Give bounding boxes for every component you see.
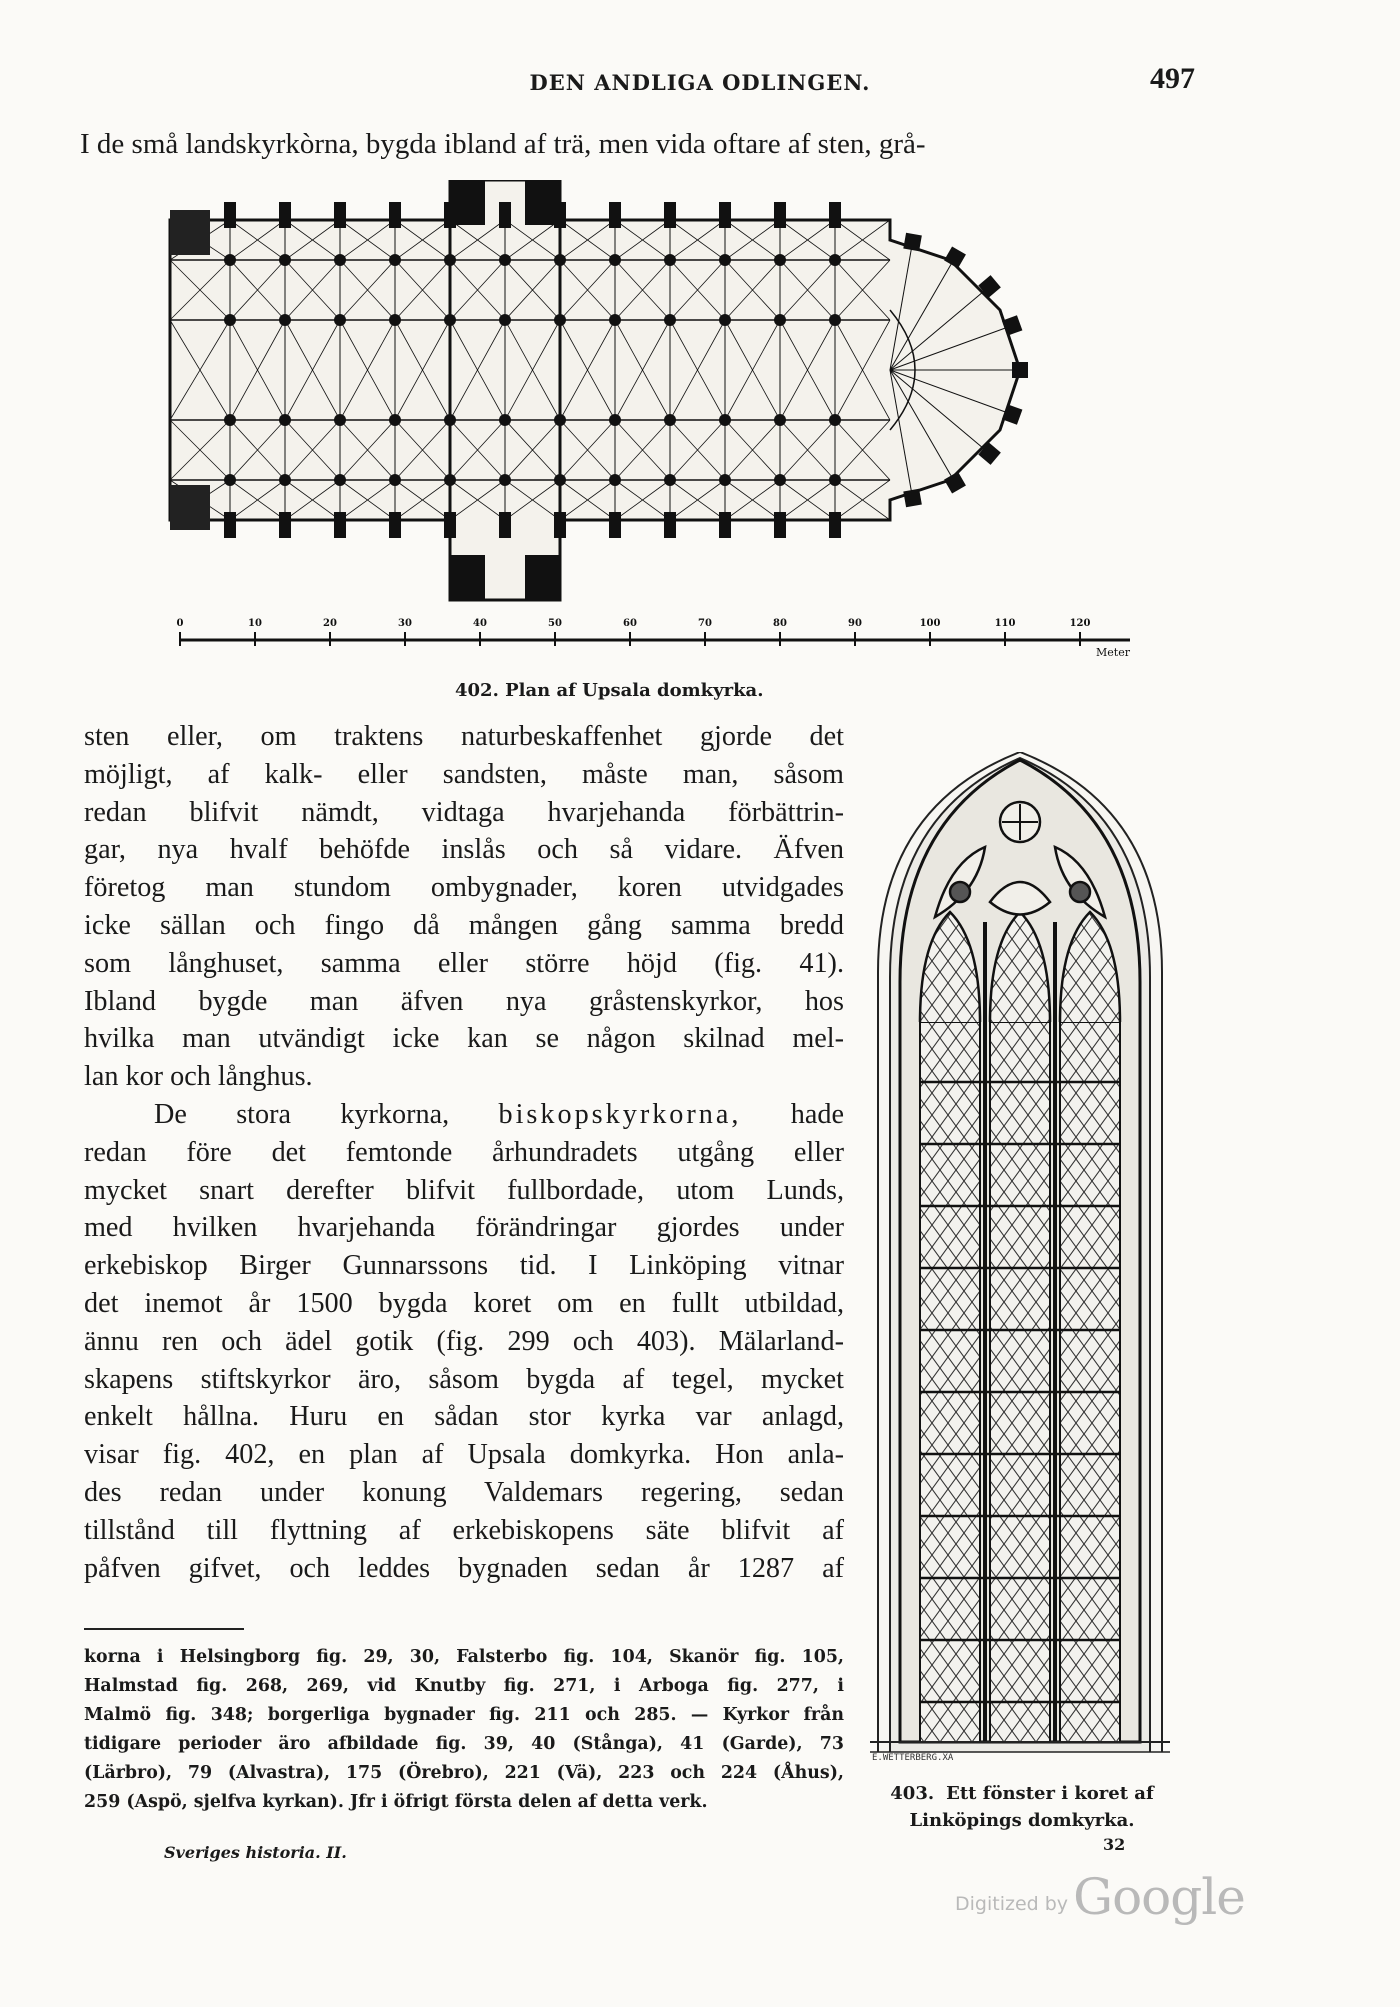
figure-403-number: 403. [890,1783,935,1804]
plan-buttress [334,512,346,538]
plan-pier [279,474,291,486]
plan-pier [719,314,731,326]
cathedral-floor-plan [150,180,1140,670]
top-text-line: I de små landskyrkòrna, bygda ibland af trä, men vida oftare af sten, grå- [80,128,926,160]
text-line: des redan under konung Valdemars regering, sedan [84,1476,844,1508]
plan-pier [829,254,841,266]
text-line: mycket snart derefter blifvit fullbordade, utom Lunds, [84,1174,844,1206]
plan-pier [609,314,621,326]
plan-buttress [499,202,511,228]
scale-tick-label: 30 [398,618,412,629]
plan-buttress [774,202,786,228]
text-line: det inemot år 1500 bygda koret om en fullt utbildad, [84,1287,844,1319]
watermark-brand: Google [1073,1868,1245,1926]
plan-pier [609,414,621,426]
scale-tick-label: 20 [323,618,337,629]
plan-buttress [224,202,236,228]
plan-pier [279,414,291,426]
figure-403-caption [862,1780,1182,1834]
text-line: skapens stiftskyrkor äro, såsom bygda af tegel, mycket [84,1363,844,1395]
plan-pier [389,474,401,486]
footnote-line: Halmstad fig. 268, 269, vid Knutby fig. 271, i Arboga fig. 277, i [84,1676,844,1696]
scale-tick-label: 80 [773,618,787,629]
plan-transept-pier [450,555,485,600]
text-line: icke sällan och fingo då mången gång samma bredd [84,909,844,941]
text-line: sten eller, om traktens naturbeskaffenhet gjorde det [84,721,844,752]
text-line: gar, nya hvalf behöfde inslås och så vidare. Äfven [84,834,844,866]
plan-pier [444,314,456,326]
plan-pier [664,474,676,486]
footnote-line: 259 (Aspö, sjelfva kyrkan). Jfr i öfrigt första delen af detta verk. [84,1792,708,1812]
scale-tick-label: 60 [623,618,637,629]
plan-buttress [389,512,401,538]
text-line: ännu ren och ädel gotik (fig. 299 och 403). Mälarland- [84,1325,844,1357]
body-text [84,718,844,1587]
plan-pier [334,474,346,486]
plan-buttress [554,512,566,538]
scale-unit-label: Meter [1096,646,1130,659]
plan-buttress [664,202,676,228]
text-line: lan kor och långhus. [84,1061,313,1093]
page-number: 497 [1150,62,1195,95]
text-line: företog man stundom ombygnader, koren utvidgades [84,872,844,904]
figure-403-caption-line1: Ett fönster i koret af [946,1783,1154,1804]
text-line: tillstånd till flyttning af erkebiskopens säte blifvit af [84,1514,844,1546]
plan-buttress [279,512,291,538]
plan-transept-pier [525,180,560,225]
plan-pier [444,254,456,266]
plan-buttress [499,512,511,538]
scale-tick-label: 10 [248,618,262,629]
text-line: med hvilken hvarjehanda förändringar gjordes under [84,1212,844,1244]
plan-pier [499,314,511,326]
spaced-emphasis-word: biskopskyrkorna, [498,1098,742,1130]
scale-tick-label: 110 [994,618,1016,629]
plan-pier [444,414,456,426]
plan-buttress [829,512,841,538]
plan-pier [774,254,786,266]
scale-bar [177,618,1131,659]
plan-pier [334,414,346,426]
plan-buttress [829,202,841,228]
plan-buttress [719,202,731,228]
scale-tick-label: 120 [1069,618,1091,629]
plan-pier [444,474,456,486]
paragraph-first-line [84,1096,844,1134]
scale-tick-label: 100 [919,618,941,629]
plan-pier [334,314,346,326]
plan-pier [554,474,566,486]
plan-pier [279,314,291,326]
plan-buttress [609,202,621,228]
plan-pier [499,414,511,426]
plan-pier [829,314,841,326]
footnote-line: (Lärbro), 79 (Alvastra), 175 (Örebro), 221 (Vä), 223 och 224 (Åhus), [84,1763,844,1783]
printer-signature: Sveriges historia. II. [164,1843,347,1862]
footnote-rule [84,1628,244,1630]
plan-pier [554,314,566,326]
plan-buttress [719,512,731,538]
plan-pier [664,314,676,326]
text-fragment: hade [790,1098,844,1130]
window-glazing [920,1022,1120,1742]
footnote-line: tidigare perioder äro afbildade fig. 39, 40 (Stånga), 41 (Garde), 73 [84,1734,844,1754]
text-line: redan före det femtonde århundradets utgång eller [84,1136,844,1168]
plan-buttress [389,202,401,228]
running-header: DEN ANDLIGA ODLINGEN. [529,70,871,95]
plan-pier [554,414,566,426]
plan-pier [774,314,786,326]
gothic-window-illustration [860,752,1180,1762]
plan-pier [279,254,291,266]
text-line: visar fig. 402, en plan af Upsala domkyrka. Hon anla- [84,1439,844,1471]
scale-tick-label: 70 [698,618,712,629]
plan-pier [389,254,401,266]
plan-transept-pier [525,555,560,600]
plan-pier [609,254,621,266]
plan-pier [774,414,786,426]
plan-buttress [444,512,456,538]
scale-tick-label: 90 [848,618,862,629]
watermark-prefix: Digitized by [955,1893,1069,1915]
text-fragment: De stora kyrkorna, [154,1098,450,1130]
text-line: som långhuset, samma eller större höjd (fig. 41). [84,947,844,979]
plan-apse-buttress [1012,362,1028,378]
plan-buttress [334,202,346,228]
plan-pier [224,314,236,326]
text-line: enkelt hållna. Huru en sådan stor kyrka var anlagd, [84,1401,844,1433]
text-line: Ibland bygde man äfven nya gråstenskyrkor, hos [84,985,844,1017]
plan-pier [719,474,731,486]
text-line: påfven gifvet, och leddes bygnaden sedan år 1287 af [84,1552,844,1584]
plan-pier [389,414,401,426]
sheet-number: 32 [1103,1835,1126,1854]
engraver-signature: E.WETTERBERG.XA [872,1753,954,1762]
plan-buttress [774,512,786,538]
plan-apse-buttress [903,489,922,508]
plan-west-tower [170,210,210,255]
text-line: hvilka man utvändigt icke kan se någon skilnad mel- [84,1023,844,1055]
footnote-line: korna i Helsingborg fig. 29, 30, Falsterbo fig. 104, Skanör fig. 105, [84,1647,844,1667]
plan-apse-buttress [903,233,922,252]
plan-transept-pier [450,180,485,225]
plan-buttress [609,512,621,538]
plan-pier [499,254,511,266]
plan-pier [774,474,786,486]
digitized-watermark [955,1868,1245,1926]
scale-tick-label: 50 [548,618,562,629]
scale-tick-label: 40 [473,618,487,629]
plan-drawing [170,180,1028,600]
footnote [84,1643,844,1817]
plan-pier [224,414,236,426]
text-line: redan blifvit nämdt, vidtaga hvarjehanda förbättrin- [84,796,844,828]
plan-pier [334,254,346,266]
plan-pier [554,254,566,266]
plan-pier [664,414,676,426]
plan-pier [609,474,621,486]
plan-pier [499,474,511,486]
plan-buttress [279,202,291,228]
text-line: erkebiskop Birger Gunnarssons tid. I Linköping vitnar [84,1250,844,1282]
plan-west-tower [170,485,210,530]
plan-pier [829,474,841,486]
scale-tick-label: 0 [176,618,184,629]
text-line: möjligt, af kalk- eller sandsten, måste man, såsom [84,758,844,790]
plan-pier [389,314,401,326]
footnote-line: Malmö fig. 348; borgerliga bygnader fig. 211 och 285. — Kyrkor från [84,1705,844,1725]
plan-buttress [664,512,676,538]
plan-pier [719,254,731,266]
plan-pier [224,254,236,266]
figure-402-caption: 402. Plan af Upsala domkyrka. [455,680,764,701]
plan-pier [829,414,841,426]
plan-buttress [224,512,236,538]
figure-403-caption-line2: Linköpings domkyrka. [909,1810,1135,1831]
plan-pier [664,254,676,266]
plan-pier [719,414,731,426]
plan-pier [224,474,236,486]
